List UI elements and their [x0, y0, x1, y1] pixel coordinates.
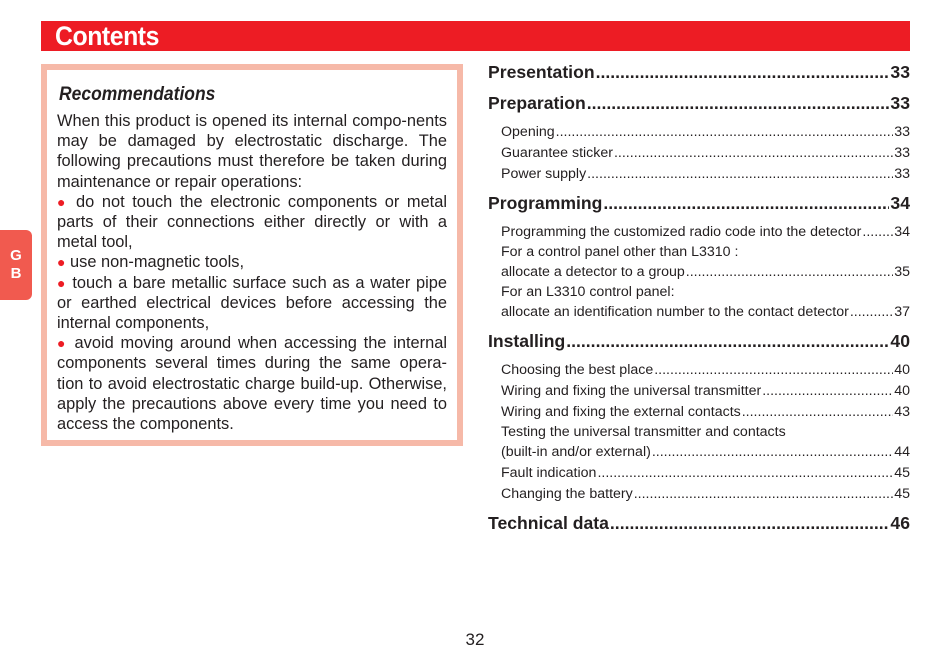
toc-page: 33	[890, 62, 910, 82]
toc-page: 46	[890, 513, 910, 533]
precaution-text: touch a bare metallic surface such as a water pipe or earthed electrical devices before accessing the internal components,	[57, 273, 447, 333]
toc-page: 33	[894, 124, 910, 140]
dot-leader	[614, 143, 893, 164]
toc-page: 34	[890, 193, 910, 213]
toc-label: Guarantee sticker	[501, 145, 613, 161]
toc-subentry-heading: Testing the universal transmitter and contacts	[501, 424, 786, 440]
bullet-icon: ●	[57, 254, 66, 271]
toc-label: allocate a detector to a group	[501, 264, 685, 280]
toc-entry-preparation[interactable]	[488, 91, 910, 122]
toc-page: 33	[894, 145, 910, 161]
dot-leader	[566, 329, 889, 353]
precaution-text: do not touch the electronic components or metal parts of their connections either directly or with a metal tool,	[57, 192, 447, 252]
toc-label: Programming the customized radio code into the detector	[501, 224, 862, 240]
toc-page: 35	[894, 264, 910, 280]
precaution-item	[57, 192, 447, 253]
toc-subentry-external-contacts[interactable]	[488, 402, 910, 423]
toc-label: Technical data	[488, 513, 609, 533]
toc-subentry-radio-code[interactable]	[488, 222, 910, 243]
toc-subentry-heading: For an L3310 control panel:	[501, 284, 675, 300]
toc-subentry-allocate-group[interactable]	[488, 262, 910, 283]
dot-leader	[597, 463, 893, 484]
toc-subentry-universal-transmitter[interactable]	[488, 381, 910, 402]
dot-leader	[652, 442, 893, 463]
toc-page: 45	[894, 465, 910, 481]
toc-entry-installing[interactable]	[488, 329, 910, 360]
toc-subentry-fault-indication[interactable]	[488, 463, 910, 484]
toc-label: Power supply	[501, 166, 587, 182]
precaution-item	[57, 273, 447, 334]
language-tab	[0, 230, 32, 300]
toc-subentry-guarantee-sticker[interactable]	[488, 143, 910, 164]
dot-leader	[556, 122, 894, 143]
toc-label: Wiring and fixing the universal transmitter	[501, 383, 762, 399]
recommendations-intro: When this product is opened its internal compo-nents may be damaged by electrostatic discharge. The following precautions must therefore be taken during maintenance or repair operations:	[57, 112, 447, 191]
dot-leader	[587, 91, 890, 115]
toc-label: Programming	[488, 193, 603, 213]
toc-subentry-best-place[interactable]	[488, 360, 910, 381]
bullet-icon: ●	[57, 335, 68, 352]
dot-leader	[654, 360, 893, 381]
precaution-text: avoid moving around when accessing the internal components several times during the same opera-tion to avoid electrostatic charge build-up. Otherwise, apply the precautions above every time you need to access the components.	[57, 334, 447, 434]
dot-leader	[862, 222, 893, 243]
toc-page: 40	[890, 331, 910, 351]
recommendations-box	[41, 64, 463, 446]
toc-label: Installing	[488, 331, 566, 351]
dot-leader	[634, 484, 893, 505]
dot-leader	[686, 262, 893, 283]
toc-label: Wiring and fixing the external contacts	[501, 404, 741, 420]
language-tab-letter-2: B	[10, 265, 22, 282]
page-title: Contents	[55, 21, 159, 51]
language-tab-letter-1: G	[10, 247, 22, 264]
toc-entry-technical-data[interactable]	[488, 511, 910, 542]
dot-leader	[610, 511, 890, 535]
toc-entry-programming[interactable]	[488, 191, 910, 222]
toc-label: Opening	[501, 124, 555, 140]
toc-label: allocate an identification number to the contact detector	[501, 304, 849, 320]
toc-subentry-changing-battery[interactable]	[488, 484, 910, 505]
contents-header-bar	[41, 21, 910, 51]
toc-label: (built-in and/or external)	[501, 444, 651, 460]
dot-leader	[587, 164, 893, 185]
recommendations-text	[57, 111, 447, 434]
recommendations-title: Recommendations	[59, 84, 216, 105]
toc-page: 33	[894, 166, 910, 182]
page-number: 32	[465, 630, 485, 649]
dot-leader	[742, 402, 893, 423]
toc-label: Fault indication	[501, 465, 597, 481]
toc-subentry-testing[interactable]	[488, 442, 910, 463]
toc-page: 33	[890, 93, 910, 113]
toc-page: 43	[894, 404, 910, 420]
toc-subentry-allocate-id[interactable]	[488, 302, 910, 323]
toc-page: 44	[894, 444, 910, 460]
toc-label: Presentation	[488, 62, 595, 82]
dot-leader	[603, 191, 889, 215]
dot-leader	[762, 381, 893, 402]
toc-subentry-heading: For a control panel other than L3310 :	[501, 244, 739, 260]
toc-page: 34	[894, 224, 910, 240]
toc-label: Changing the battery	[501, 486, 633, 502]
dot-leader	[596, 60, 890, 84]
toc-subentry-opening[interactable]	[488, 122, 910, 143]
precaution-item	[57, 252, 447, 272]
bullet-icon: ●	[57, 193, 69, 210]
toc-subentry-power-supply[interactable]	[488, 164, 910, 185]
toc-label: Choosing the best place	[501, 362, 654, 378]
bullet-icon: ●	[57, 274, 67, 291]
toc-label: Preparation	[488, 93, 586, 113]
precaution-text: use non-magnetic tools,	[70, 253, 245, 272]
toc-page: 40	[894, 383, 910, 399]
toc-page: 45	[894, 486, 910, 502]
toc-page: 37	[894, 304, 910, 320]
precaution-item	[57, 333, 447, 434]
table-of-contents	[488, 60, 910, 542]
toc-page: 40	[894, 362, 910, 378]
dot-leader	[850, 302, 893, 323]
toc-entry-presentation[interactable]	[488, 60, 910, 91]
